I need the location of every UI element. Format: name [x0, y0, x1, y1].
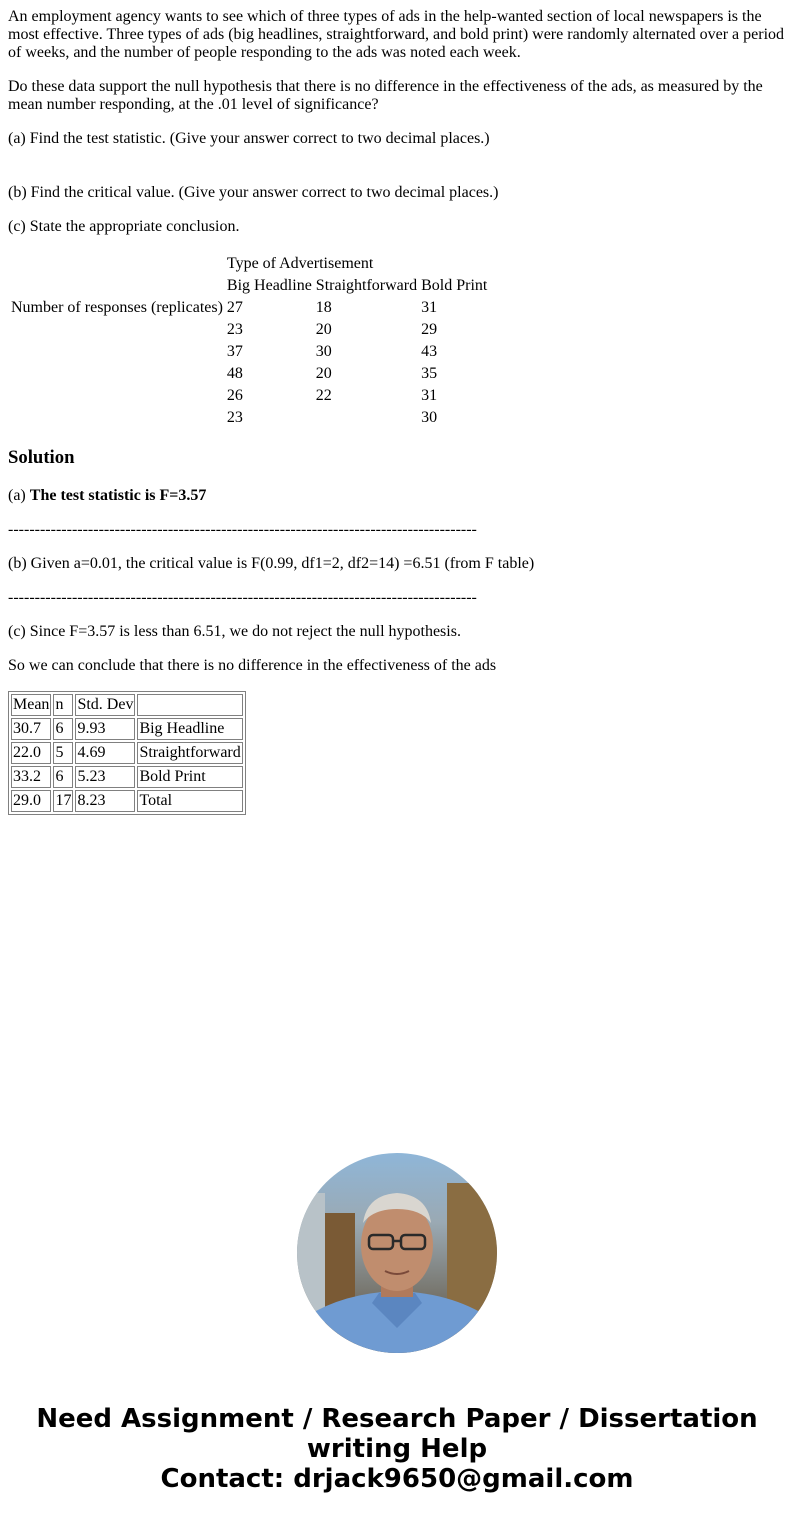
solution-a-prefix: (a) [8, 487, 30, 504]
table-cell: 5.23 [75, 766, 135, 788]
answer-space [8, 164, 786, 184]
table-cell: Big Headline [137, 718, 242, 740]
test-statistic: The test statistic is F=3.57 [29, 487, 207, 504]
column-header: Std. Dev [75, 694, 135, 716]
footer-line-1: Need Assignment / Research Paper / Dissertation [36, 1404, 758, 1434]
table-cell: 35 [421, 365, 438, 382]
table-cell: Straightforward [137, 742, 242, 764]
column-header [137, 694, 242, 716]
table-cell [315, 408, 418, 428]
table-cell: Total [137, 790, 242, 812]
solution-heading: Solution [8, 447, 75, 468]
row-label: Number of responses (replicates) [11, 299, 223, 316]
solution-part-a [8, 487, 786, 505]
table-cell: 48 [226, 365, 243, 382]
table-cell: 43 [421, 343, 438, 360]
responses-table [8, 252, 490, 430]
column-header: Straightforward [315, 277, 418, 294]
table-cell: 31 [421, 299, 438, 316]
table-row [10, 276, 488, 296]
author-photo [297, 1153, 497, 1353]
table-row [11, 694, 243, 716]
table-cell: 22.0 [11, 742, 51, 764]
table-cell: 9.93 [75, 718, 135, 740]
question-hypothesis: Do these data support the null hypothesis that there is no difference in the effectiveness of the ads, as measured by the mean number responding, at the .01 level of significance? [8, 78, 763, 113]
table-cell: 17 [53, 790, 73, 812]
solution-conclusion: So we can conclude that there is no difference in the effectiveness of the ads [8, 657, 497, 674]
solution-part-c: (c) Since F=3.57 is less than 6.51, we do not reject the null hypothesis. [8, 623, 461, 640]
table-cell: Bold Print [137, 766, 242, 788]
question-part-c: (c) State the appropriate conclusion. [8, 218, 240, 235]
footer-line-2: writing Help [306, 1434, 488, 1464]
table-cell: 29.0 [11, 790, 51, 812]
table-row [10, 386, 488, 406]
footer-contact: Contact: drjack9650@gmail.com [160, 1464, 634, 1494]
solution-part-b: (b) Given a=0.01, the critical value is F(0.99, df1=2, df2=14) =6.51 (from F table) [8, 555, 535, 572]
separator: ---------------------------------------------------------------------------------------- [8, 521, 477, 538]
table-cell: 18 [315, 299, 332, 316]
question-part-a: (a) Find the test statistic. (Give your answer correct to two decimal places.) [8, 130, 490, 147]
table-cell: 33.2 [11, 766, 51, 788]
column-header: n [53, 694, 73, 716]
table-cell: 5 [53, 742, 73, 764]
portrait-image [297, 1153, 497, 1353]
table-cell: 6 [53, 718, 73, 740]
table-cell: 27 [226, 299, 243, 316]
column-header: Bold Print [421, 277, 488, 294]
table-row [11, 766, 243, 788]
table-cell: 4.69 [75, 742, 135, 764]
table-cell: 30 [315, 343, 332, 360]
table-row [11, 718, 243, 740]
table-cell: 31 [421, 387, 438, 404]
group-header: Type of Advertisement [226, 255, 374, 272]
table-cell: 20 [315, 365, 332, 382]
table-row [10, 254, 488, 274]
table-cell: 26 [226, 387, 243, 404]
footer-banner [0, 1404, 794, 1494]
table-cell: 22 [315, 387, 332, 404]
table-row [10, 342, 488, 362]
table-cell: 30.7 [11, 718, 51, 740]
table-cell: 30 [421, 409, 438, 426]
stats-table [8, 691, 246, 815]
table-cell: 23 [226, 409, 243, 426]
question-part-b: (b) Find the critical value. (Give your answer correct to two decimal places.) [8, 184, 499, 201]
table-cell: 23 [226, 321, 243, 338]
table-cell: 29 [421, 321, 438, 338]
table-row [11, 742, 243, 764]
table-cell: 8.23 [75, 790, 135, 812]
table-row [11, 790, 243, 812]
column-header: Mean [11, 694, 51, 716]
column-header: Big Headline [226, 277, 312, 294]
separator: ---------------------------------------------------------------------------------------- [8, 589, 477, 606]
table-cell: 37 [226, 343, 243, 360]
table-row [10, 408, 488, 428]
table-row [10, 320, 488, 340]
table-cell: 20 [315, 321, 332, 338]
table-cell: 6 [53, 766, 73, 788]
table-row [10, 298, 488, 318]
table-row [10, 364, 488, 384]
question-intro: An employment agency wants to see which of three types of ads in the help-wanted section of local newspapers is the most effective. Three types of ads (big headlines, straightforward, and bold print) were randomly alternated over a period of weeks, and the number of people responding to the ads was noted each week. [8, 8, 785, 61]
